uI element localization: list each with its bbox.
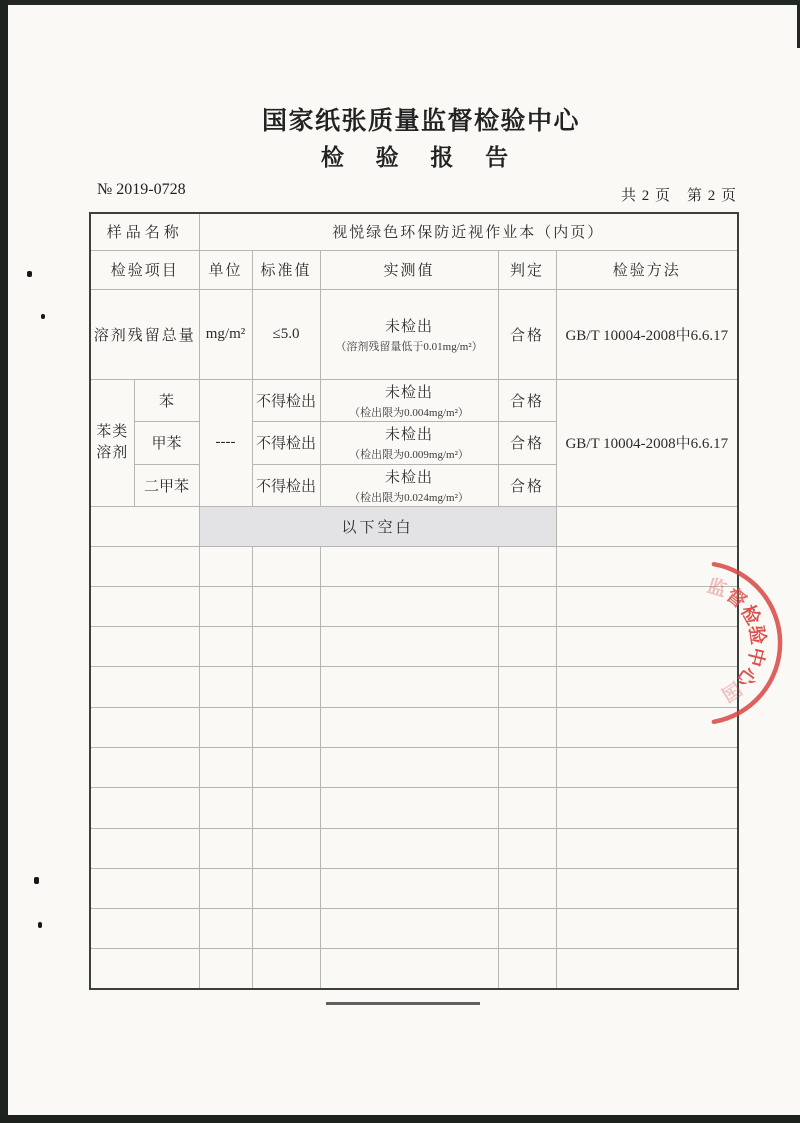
toluene-name: 甲苯 [134, 421, 199, 464]
solvent-unit: mg/m² [199, 289, 252, 379]
toluene-measured-value: 未检出 [385, 427, 434, 443]
empty-row [90, 627, 738, 667]
col-header-measured: 实测值 [320, 250, 498, 289]
xylene-measured-note: （检出限为0.024mg/m²） [349, 491, 469, 504]
solvent-item-name: 溶剂残留总量 [90, 289, 199, 379]
empty-row [90, 788, 738, 828]
xylene-name: 二甲苯 [134, 464, 199, 506]
toluene-standard: 不得检出 [252, 421, 320, 464]
xylene-measured-value: 未检出 [385, 469, 434, 486]
binding-dot [41, 314, 45, 319]
solvent-method: GB/T 10004-2008中6.6.17 [556, 289, 738, 379]
binding-dot [27, 271, 32, 277]
pagination: 共 2 页 第 2 页 [620, 188, 737, 204]
sample-name-row [90, 213, 738, 250]
blank-right-cell [556, 506, 738, 546]
solvent-measured [320, 289, 498, 379]
stamp-char: 验 [744, 624, 769, 646]
stamp-char: 监 [704, 575, 729, 602]
col-header-standard: 标准值 [252, 250, 320, 289]
col-header-unit: 单位 [199, 250, 252, 289]
benzene-method: GB/T 10004-2008中6.6.17 [556, 379, 738, 506]
solvent-judgement: 合格 [498, 289, 556, 379]
stamp-char: 督 [721, 584, 750, 613]
empty-row [90, 546, 738, 586]
empty-row [90, 828, 738, 868]
empty-row [90, 707, 738, 747]
inspection-report-table [89, 212, 739, 990]
binding-dot [38, 922, 42, 928]
benzene-judgement: 合格 [498, 379, 556, 421]
col-header-item: 检验项目 [90, 250, 199, 289]
benzene-measured [320, 379, 498, 421]
benzene-row [90, 379, 738, 421]
benzene-name: 苯 [134, 379, 199, 421]
benzene-standard: 不得检出 [252, 379, 320, 421]
toluene-judgement: 合格 [498, 421, 556, 464]
report-number: № 2019-0728 [97, 181, 186, 198]
stamp-char: 检 [736, 601, 764, 629]
below-blank-row [90, 506, 738, 546]
col-header-method: 检验方法 [556, 250, 738, 289]
document-title: 国家纸张质量监督检验中心 [261, 108, 580, 135]
separator-line [326, 1002, 480, 1005]
solvent-standard: ≤5.0 [252, 289, 320, 379]
stamp-char: 国 [717, 676, 745, 705]
toluene-measured [320, 421, 498, 464]
empty-rows-section [90, 546, 738, 989]
stamp-char: 中 [742, 645, 768, 669]
empty-row [90, 586, 738, 626]
column-header-row [90, 250, 738, 289]
empty-row [90, 747, 738, 787]
empty-row [90, 949, 738, 989]
sample-name-label: 样品名称 [90, 213, 199, 250]
empty-row [90, 909, 738, 949]
empty-row [90, 667, 738, 707]
solvent-residue-row [90, 289, 738, 379]
scan-edge-left [0, 0, 8, 1123]
sample-name-value: 视悦绿色环保防近视作业本（内页） [199, 213, 738, 250]
empty-row [90, 868, 738, 908]
toluene-measured-note: （检出限为0.009mg/m²） [349, 449, 469, 461]
col-header-judgement: 判定 [498, 250, 556, 289]
stamp-char: 心 [732, 662, 761, 691]
document-subtitle: 检 验 报 告 [320, 145, 522, 170]
solvent-measured-note: （溶剂残留量低于0.01mg/m²） [335, 340, 483, 353]
scan-edge-bottom [0, 1115, 800, 1123]
xylene-standard: 不得检出 [252, 464, 320, 506]
benzene-measured-note: （检出限为0.004mg/m²） [349, 406, 469, 419]
binding-dot [34, 877, 39, 884]
benzene-unit: ---- [199, 379, 252, 506]
benzene-group-label: 苯类溶剂 [90, 379, 134, 506]
solvent-measured-value: 未检出 [385, 318, 434, 335]
below-blank-band: 以下空白 [199, 506, 556, 546]
xylene-judgement: 合格 [498, 464, 556, 506]
blank-left-cell [90, 506, 199, 546]
benzene-measured-value: 未检出 [385, 384, 434, 401]
scan-edge-top [0, 0, 800, 5]
xylene-measured [320, 464, 498, 506]
